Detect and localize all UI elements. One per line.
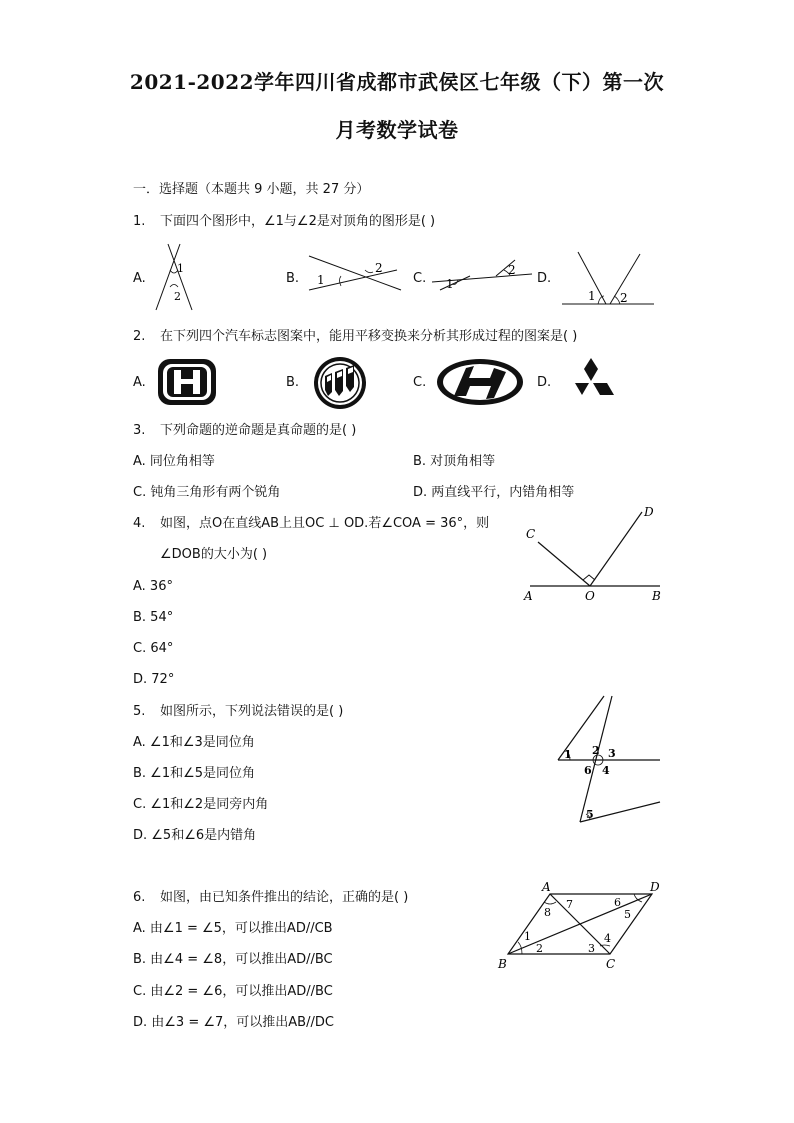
q4-label-d: D <box>644 505 654 519</box>
q6-label-5: 5 <box>624 908 631 921</box>
q1-option-c: C. <box>413 271 427 286</box>
q5-stem: 如图所示，下列说法错误的是( ) <box>160 704 344 719</box>
q6-number: 6. <box>133 890 146 905</box>
q5-label-1: 1 <box>564 748 572 761</box>
q1a-label-2: 2 <box>174 290 181 303</box>
q2-stem: 在下列四个汽车标志图案中，能用平移变换来分析其形成过程的图案是( ) <box>160 329 578 344</box>
q2-option-a: A. <box>133 375 146 390</box>
q6-label-6: 6 <box>614 896 621 909</box>
q1-figure-a <box>150 242 200 314</box>
q3-number: 3. <box>133 423 146 438</box>
q3-stem: 下列命题的逆命题是真命题的是( ) <box>160 423 357 438</box>
q1-figure-c <box>430 256 535 292</box>
q4-option-b: B. 54° <box>133 610 174 625</box>
q1-option-d: D. <box>537 271 552 286</box>
paper-title-line1: 2021-2022学年四川省成都市武侯区七年级（下）第一次 <box>129 70 665 94</box>
q2-option-d: D. <box>537 375 552 390</box>
q6-label-c: C <box>606 957 616 971</box>
q5-label-3: 3 <box>608 747 616 760</box>
q1b-label-1: 1 <box>317 273 325 287</box>
q6-option-d: D. 由∠3 = ∠7，可以推出AB//DC <box>133 1015 334 1030</box>
hyundai-logo-icon <box>436 358 524 406</box>
q6-label-4: 4 <box>604 932 611 945</box>
q5-label-6: 6 <box>584 764 592 777</box>
q6-stem: 如图，由已知条件推出的结论，正确的是( ) <box>160 890 409 905</box>
q1-figure-d <box>558 250 658 310</box>
q6-label-b: B <box>498 957 507 971</box>
mitsubishi-logo-icon <box>562 356 620 408</box>
q6-label-1: 1 <box>524 930 531 943</box>
q5-figure <box>552 692 664 828</box>
q4-label-c: C <box>526 527 536 541</box>
q1-option-a: A. <box>133 271 146 286</box>
q5-option-a: A. ∠1和∠3是同位角 <box>133 735 255 750</box>
q5-label-4: 4 <box>602 764 610 777</box>
q6-label-d: D <box>650 880 660 894</box>
q4-stem-line1: 如图，点O在直线AB上且OC ⊥ OD.若∠COA = 36°，则 <box>160 516 490 531</box>
q1d-label-1: 1 <box>588 289 596 303</box>
q2-option-b: B. <box>286 375 300 390</box>
q4-option-c: C. 64° <box>133 641 174 656</box>
q6-label-8: 8 <box>544 906 551 919</box>
q3-option-a: A. 同位角相等 <box>133 454 215 469</box>
honda-logo-icon <box>157 358 217 406</box>
buick-logo-icon <box>312 356 368 410</box>
q3-option-b: B. 对顶角相等 <box>413 454 496 469</box>
q4-option-d: D. 72° <box>133 672 175 687</box>
q1-figure-b <box>305 252 405 292</box>
q5-number: 5. <box>133 704 146 719</box>
q3-option-c: C. 钝角三角形有两个锐角 <box>133 485 281 500</box>
q2-number: 2. <box>133 329 146 344</box>
q6-label-a: A <box>542 880 551 894</box>
q1d-label-2: 2 <box>620 291 628 305</box>
q4-figure <box>520 504 670 604</box>
q6-option-b: B. 由∠4 = ∠8，可以推出AD//BC <box>133 952 333 967</box>
q6-figure <box>496 876 668 972</box>
q6-option-c: C. 由∠2 = ∠6，可以推出AD//BC <box>133 984 333 999</box>
q1b-label-2: 2 <box>375 261 383 275</box>
q4-option-a: A. 36° <box>133 579 173 594</box>
q4-stem-line2: ∠DOB的大小为( ) <box>160 547 268 562</box>
q5-option-b: B. ∠1和∠5是同位角 <box>133 766 256 781</box>
q4-label-b: B <box>652 589 661 603</box>
q6-label-2: 2 <box>536 942 543 955</box>
q5-label-2: 2 <box>592 744 600 757</box>
q3-option-d: D. 两直线平行，内错角相等 <box>413 485 575 500</box>
q4-label-o: O <box>585 589 595 603</box>
q4-label-a: A <box>524 589 533 603</box>
q6-option-a: A. 由∠1 = ∠5，可以推出AD//CB <box>133 921 333 936</box>
paper-title-line2: 月考数学试卷 <box>335 118 459 142</box>
q1c-label-1: 1 <box>446 277 454 291</box>
q1-number: 1. <box>133 214 146 229</box>
q1-option-b: B. <box>286 271 300 286</box>
q4-number: 4. <box>133 516 146 531</box>
q6-label-7: 7 <box>566 898 573 911</box>
q5-option-c: C. ∠1和∠2是同旁内角 <box>133 797 269 812</box>
q2-option-c: C. <box>413 375 427 390</box>
section-heading: 一．选择题（本题共 9 小题，共 27 分） <box>133 182 370 197</box>
q6-label-3: 3 <box>588 942 595 955</box>
q5-option-d: D. ∠5和∠6是内错角 <box>133 828 257 843</box>
q1-stem: 下面四个图形中，∠1与∠2是对顶角的图形是( ) <box>160 214 436 229</box>
q1c-label-2: 2 <box>508 263 516 277</box>
q1a-label-1: 1 <box>177 262 184 275</box>
q5-label-5: 5 <box>586 808 594 821</box>
